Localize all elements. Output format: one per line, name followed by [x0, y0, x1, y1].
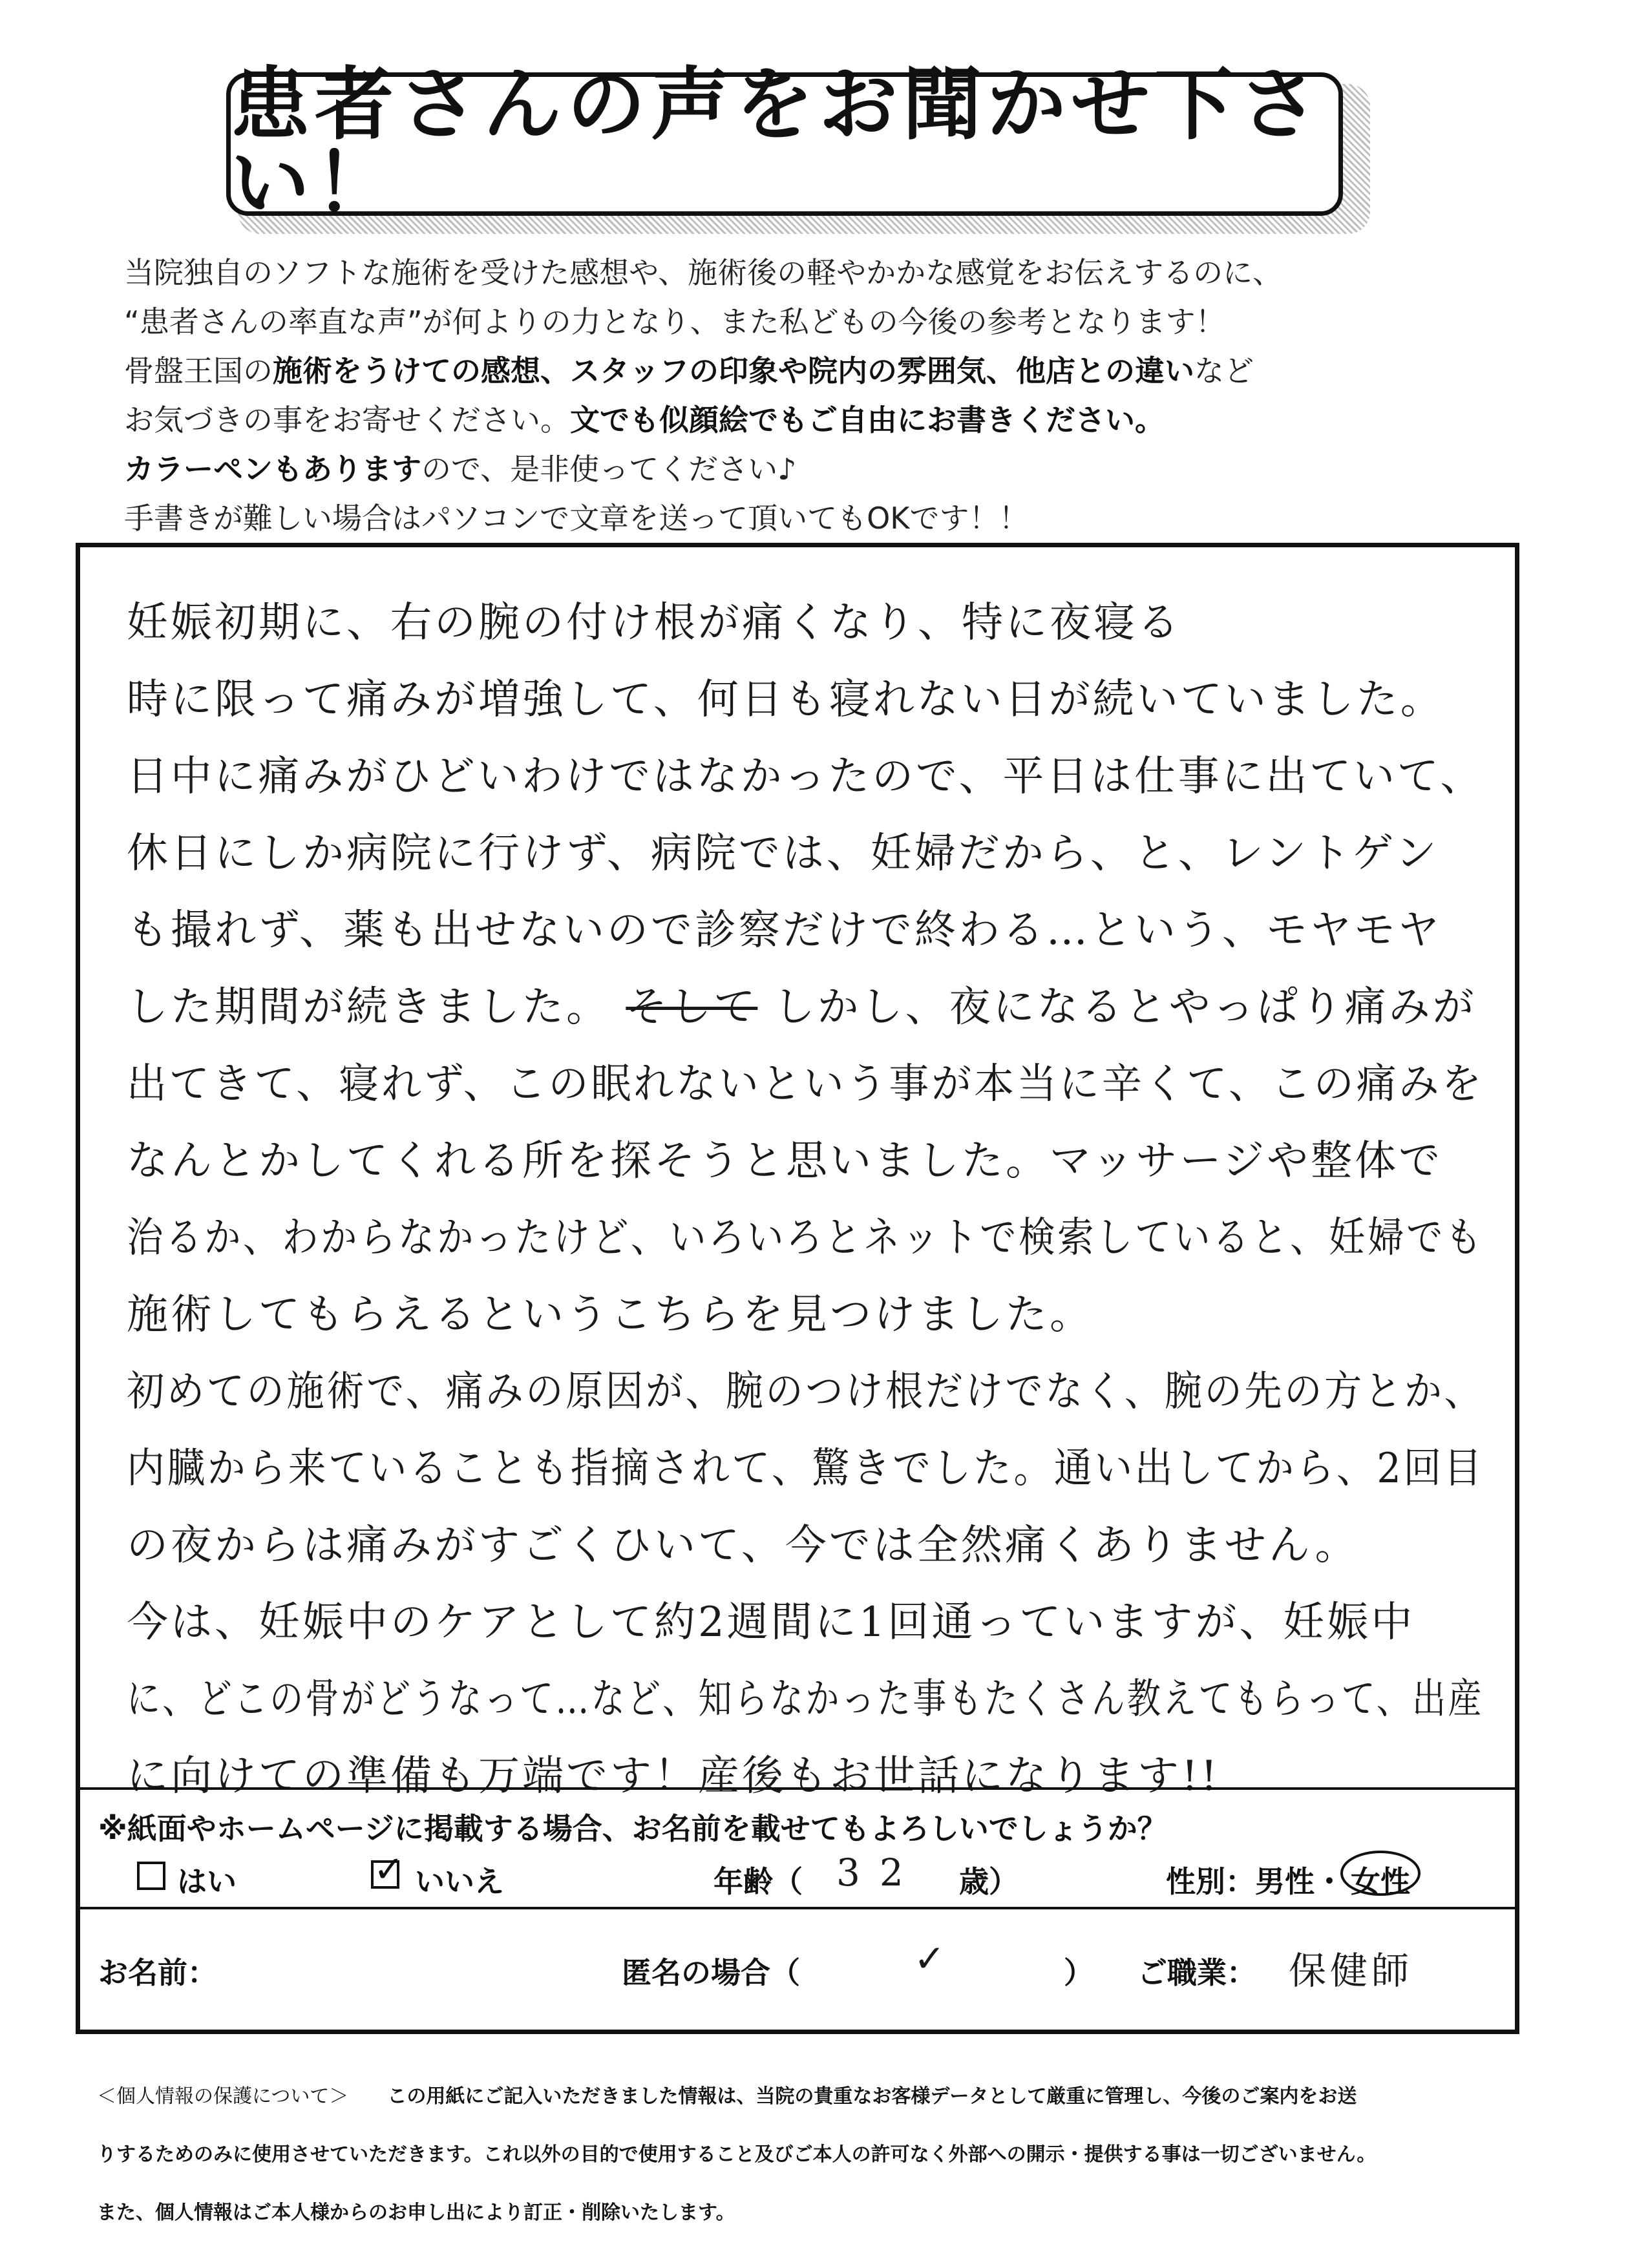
intro-line-1: 当院独自のソフトな施術を受けた感想や、施術後の軽やかかな感覚をお伝えするのに、: [124, 255, 1283, 290]
testimonial-line: に向けての準備も万端です！産後もお世話になります!!: [127, 1752, 1220, 1800]
occupation-label: ご職業：: [1137, 1955, 1256, 1990]
intro-line-5: [124, 445, 796, 494]
intro-line-4-a: お気づきの事をお寄せください。: [124, 403, 570, 437]
testimonial-line: 内臓から来ていることも指摘されて、驚きでした。通い出してから、2回目: [127, 1445, 1484, 1493]
testimonial-line-6-b: しかし、夜になるとやっぱり痛みが: [773, 983, 1477, 1031]
anonymous-check-mark[interactable]: ✓: [914, 1937, 945, 1980]
divider: [80, 1787, 1515, 1790]
title-box: [226, 59, 1343, 229]
age-unit: 歳）: [959, 1864, 1019, 1899]
testimonial-line: に、どこの骨がどうなって…など、知らなかった事もたくさん教えてもらって、出産: [127, 1675, 1484, 1723]
gender-label: 性別：男性・: [1166, 1864, 1344, 1899]
page-title: 患者さんの声をお聞かせ下さい！: [231, 59, 1323, 229]
age-value[interactable]: 32: [836, 1851, 923, 1895]
testimonial-line: 今は、妊娠中のケアとして約2週間に1回通っていますが、妊娠中: [127, 1599, 1415, 1646]
intro-text: [124, 248, 1611, 543]
privacy-line-1: [97, 2068, 1357, 2126]
testimonial-line: 出てきて、寝れず、この眠れないという事が本当に辛くて、この痛みを: [127, 1060, 1484, 1108]
gender-selected[interactable]: 女性: [1351, 1864, 1410, 1899]
no-label: いいえ: [415, 1864, 504, 1899]
testimonial-line: 施術してもらえるというこちらを見つけました。: [127, 1291, 1093, 1339]
intro-line-2: “患者さんの率直な声”が何よりの力となり、また私どもの今後の参考となります！: [124, 304, 1225, 339]
intro-line-4: [124, 395, 1165, 445]
intro-line-3-a: 骨盤王国の: [124, 353, 273, 388]
intro-line-5-a: カラーペンもあります: [124, 452, 421, 487]
intro-line-4-b: 文でも似顔絵でもご自由にお書きください。: [570, 403, 1165, 437]
testimonial-line: [127, 969, 1477, 1046]
intro-line-3-c: など: [1194, 353, 1254, 388]
privacy-text-1: この用紙にご記入いただきました情報は、当院の貴重なお客様データとして厳重に管理し、今後のご案内をお送: [387, 2085, 1357, 2108]
occupation-value[interactable]: 保健師: [1289, 1949, 1413, 1993]
testimonial-line: 初めての施術で、痛みの原因が、腕のつけ根だけでなく、腕の先の方とか、: [127, 1368, 1484, 1416]
intro-line-6: 手書きが難しい場合はパソコンで文章を送って頂いてもOKです！！: [124, 501, 1029, 536]
handwritten-testimonial: [127, 585, 1490, 1815]
testimonial-line: 妊娠初期に、右の腕の付け根が痛くなり、特に夜寝る: [127, 599, 1181, 647]
intro-line-5-b: ので、是非使ってください♪: [421, 452, 797, 487]
privacy-notice: [97, 2068, 1558, 2242]
check-mark-icon: ✓: [374, 1849, 404, 1891]
testimonial-line: の夜からは痛みがすごくひいて、今では全然痛くありません。: [127, 1522, 1359, 1570]
testimonial-line: 治るか、わからなかったけど、いろいろとネットで検索していると、妊婦でも: [127, 1214, 1484, 1262]
testimonial-line-6-a: した期間が続きました。: [127, 983, 610, 1031]
consent-section: [80, 1791, 1515, 1907]
privacy-heading: ＜個人情報の保護について＞: [97, 2085, 349, 2108]
testimonial-line: 日中に痛みがひどいわけではなかったので、平日は仕事に出ていて、: [127, 753, 1484, 801]
testimonial-line: なんとかしてくれる所を探そうと思いました。マッサージや整体で: [127, 1137, 1443, 1185]
testimonial-line: 時に限って痛みが増強して、何日も寝れない日が続いていました。: [127, 676, 1444, 724]
age-label: 年齢（: [713, 1864, 803, 1899]
name-label: お名前：: [98, 1955, 217, 1990]
struck-word: そして: [626, 983, 758, 1031]
yes-label: はい: [177, 1864, 237, 1899]
testimonial-line: 休日にしか病院に行けず、病院では、妊婦だから、と、レントゲン: [127, 830, 1439, 877]
intro-line-3-b: 施術をうけての感想、スタッフの印象や院内の雰囲気、他店との違い: [273, 353, 1194, 388]
testimonial-frame: [76, 543, 1519, 2034]
identity-section: [80, 1911, 1515, 2027]
anonymous-label: 匿名の場合（: [622, 1955, 800, 1990]
intro-line-3: [124, 346, 1254, 395]
anonymous-close: ）: [1064, 1955, 1093, 1990]
divider: [80, 1907, 1515, 1909]
testimonial-line: も撮れず、薬も出せないので診察だけで終わる…という、モヤモヤ: [127, 907, 1442, 954]
yes-checkbox[interactable]: [137, 1862, 165, 1890]
privacy-line-2: りするためのみに使用させていただきます。これ以外の目的で使用すること及びご本人の許可なく外部への開示・提供する事は一切ございません。: [97, 2143, 1377, 2166]
consent-question: ※紙面やホームページに掲載する場合、お名前を載せてもよろしいでしょうか？: [98, 1811, 1167, 1846]
privacy-line-3: また、個人情報はご本人様からのお申し出により訂正・削除いたします。: [97, 2201, 735, 2224]
